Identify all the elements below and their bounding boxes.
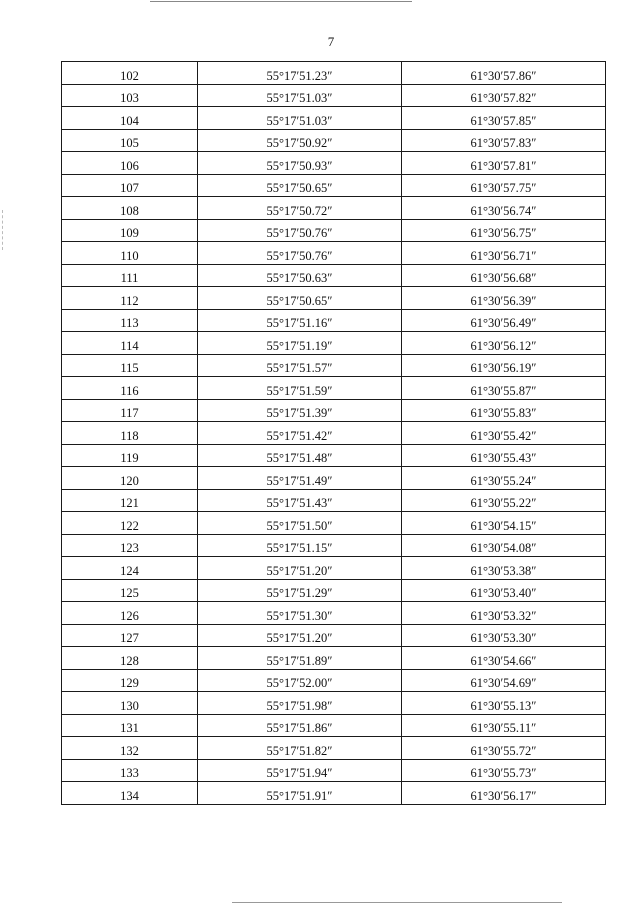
- table-row: [62, 354, 606, 377]
- point-number-cell: 122: [62, 512, 198, 535]
- longitude-cell: 61°30′55.42″: [402, 422, 606, 445]
- point-number-cell: 130: [62, 692, 198, 715]
- longitude-cell: 61°30′53.32″: [402, 602, 606, 625]
- longitude-cell: 61°30′55.73″: [402, 759, 606, 782]
- point-number-cell: 118: [62, 422, 198, 445]
- latitude-cell: 55°17′51.42″: [198, 422, 402, 445]
- longitude-cell: 61°30′53.30″: [402, 624, 606, 647]
- latitude-cell: 55°17′51.98″: [198, 692, 402, 715]
- point-number-cell: 103: [62, 84, 198, 107]
- latitude-cell: 55°17′51.89″: [198, 647, 402, 670]
- latitude-cell: 55°17′52.00″: [198, 669, 402, 692]
- latitude-cell: 55°17′51.43″: [198, 489, 402, 512]
- latitude-cell: 55°17′51.86″: [198, 714, 402, 737]
- longitude-cell: 61°30′57.83″: [402, 129, 606, 152]
- longitude-cell: 61°30′55.87″: [402, 377, 606, 400]
- page-number: 7: [327, 34, 335, 49]
- point-number-cell: 119: [62, 444, 198, 467]
- longitude-cell: 61°30′55.72″: [402, 737, 606, 760]
- table-row: [62, 647, 606, 670]
- longitude-cell: 61°30′57.85″: [402, 107, 606, 130]
- latitude-cell: 55°17′51.94″: [198, 759, 402, 782]
- latitude-cell: 55°17′50.92″: [198, 129, 402, 152]
- point-number-cell: 107: [62, 174, 198, 197]
- longitude-cell: 61°30′57.86″: [402, 62, 606, 85]
- table-row: [62, 264, 606, 287]
- table-row: [62, 107, 606, 130]
- point-number-cell: 116: [62, 377, 198, 400]
- longitude-cell: 61°30′55.24″: [402, 467, 606, 490]
- table-row: [62, 129, 606, 152]
- point-number-cell: 114: [62, 332, 198, 355]
- point-number-cell: 110: [62, 242, 198, 265]
- point-number-cell: 109: [62, 219, 198, 242]
- longitude-cell: 61°30′56.74″: [402, 197, 606, 220]
- table-row: [62, 737, 606, 760]
- coordinates-table: [61, 61, 606, 805]
- longitude-cell: 61°30′56.39″: [402, 287, 606, 310]
- table-row: [62, 399, 606, 422]
- table-row: [62, 377, 606, 400]
- latitude-cell: 55°17′51.82″: [198, 737, 402, 760]
- longitude-cell: 61°30′56.75″: [402, 219, 606, 242]
- point-number-cell: 129: [62, 669, 198, 692]
- latitude-cell: 55°17′51.49″: [198, 467, 402, 490]
- table-row: [62, 62, 606, 85]
- table-row: [62, 534, 606, 557]
- latitude-cell: 55°17′51.48″: [198, 444, 402, 467]
- table-row: [62, 624, 606, 647]
- longitude-cell: 61°30′54.66″: [402, 647, 606, 670]
- table-row: [62, 84, 606, 107]
- longitude-cell: 61°30′56.68″: [402, 264, 606, 287]
- latitude-cell: 55°17′51.19″: [198, 332, 402, 355]
- longitude-cell: 61°30′57.75″: [402, 174, 606, 197]
- longitude-cell: 61°30′56.49″: [402, 309, 606, 332]
- point-number-cell: 121: [62, 489, 198, 512]
- longitude-cell: 61°30′56.19″: [402, 354, 606, 377]
- longitude-cell: 61°30′56.71″: [402, 242, 606, 265]
- coordinates-table-body: [62, 62, 606, 805]
- point-number-cell: 111: [62, 264, 198, 287]
- latitude-cell: 55°17′50.93″: [198, 152, 402, 175]
- latitude-cell: 55°17′51.23″: [198, 62, 402, 85]
- longitude-cell: 61°30′53.40″: [402, 579, 606, 602]
- point-number-cell: 117: [62, 399, 198, 422]
- latitude-cell: 55°17′50.76″: [198, 219, 402, 242]
- latitude-cell: 55°17′50.72″: [198, 197, 402, 220]
- table-row: [62, 242, 606, 265]
- table-row: [62, 714, 606, 737]
- point-number-cell: 108: [62, 197, 198, 220]
- longitude-cell: 61°30′55.11″: [402, 714, 606, 737]
- longitude-cell: 61°30′53.38″: [402, 557, 606, 580]
- latitude-cell: 55°17′51.29″: [198, 579, 402, 602]
- longitude-cell: 61°30′54.08″: [402, 534, 606, 557]
- latitude-cell: 55°17′51.03″: [198, 107, 402, 130]
- point-number-cell: 105: [62, 129, 198, 152]
- table-row: [62, 489, 606, 512]
- latitude-cell: 55°17′51.03″: [198, 84, 402, 107]
- point-number-cell: 123: [62, 534, 198, 557]
- point-number-cell: 115: [62, 354, 198, 377]
- table-row: [62, 444, 606, 467]
- table-row: [62, 759, 606, 782]
- longitude-cell: 61°30′57.81″: [402, 152, 606, 175]
- table-row: [62, 422, 606, 445]
- table-row: [62, 669, 606, 692]
- point-number-cell: 113: [62, 309, 198, 332]
- latitude-cell: 55°17′51.59″: [198, 377, 402, 400]
- latitude-cell: 55°17′51.39″: [198, 399, 402, 422]
- point-number-cell: 124: [62, 557, 198, 580]
- latitude-cell: 55°17′51.91″: [198, 782, 402, 805]
- point-number-cell: 104: [62, 107, 198, 130]
- table-row: [62, 174, 606, 197]
- point-number-cell: 106: [62, 152, 198, 175]
- latitude-cell: 55°17′51.16″: [198, 309, 402, 332]
- table-row: [62, 197, 606, 220]
- longitude-cell: 61°30′54.15″: [402, 512, 606, 535]
- latitude-cell: 55°17′50.65″: [198, 174, 402, 197]
- longitude-cell: 61°30′56.17″: [402, 782, 606, 805]
- point-number-cell: 131: [62, 714, 198, 737]
- longitude-cell: 61°30′55.22″: [402, 489, 606, 512]
- point-number-cell: 128: [62, 647, 198, 670]
- table-row: [62, 467, 606, 490]
- latitude-cell: 55°17′50.76″: [198, 242, 402, 265]
- table-row: [62, 512, 606, 535]
- longitude-cell: 61°30′55.13″: [402, 692, 606, 715]
- longitude-cell: 61°30′55.83″: [402, 399, 606, 422]
- latitude-cell: 55°17′51.30″: [198, 602, 402, 625]
- table-row: [62, 332, 606, 355]
- longitude-cell: 61°30′54.69″: [402, 669, 606, 692]
- point-number-cell: 112: [62, 287, 198, 310]
- latitude-cell: 55°17′51.50″: [198, 512, 402, 535]
- longitude-cell: 61°30′57.82″: [402, 84, 606, 107]
- latitude-cell: 55°17′51.20″: [198, 557, 402, 580]
- top-rule: [150, 1, 412, 2]
- point-number-cell: 134: [62, 782, 198, 805]
- table-row: [62, 309, 606, 332]
- point-number-cell: 126: [62, 602, 198, 625]
- longitude-cell: 61°30′55.43″: [402, 444, 606, 467]
- table-row: [62, 602, 606, 625]
- latitude-cell: 55°17′51.57″: [198, 354, 402, 377]
- table-row: [62, 287, 606, 310]
- point-number-cell: 120: [62, 467, 198, 490]
- bottom-rule: [232, 902, 562, 903]
- latitude-cell: 55°17′50.65″: [198, 287, 402, 310]
- scan-edge-mark: [2, 210, 3, 250]
- point-number-cell: 125: [62, 579, 198, 602]
- point-number-cell: 133: [62, 759, 198, 782]
- table-row: [62, 557, 606, 580]
- point-number-cell: 132: [62, 737, 198, 760]
- table-row: [62, 152, 606, 175]
- table-row: [62, 782, 606, 805]
- point-number-cell: 127: [62, 624, 198, 647]
- table-row: [62, 692, 606, 715]
- latitude-cell: 55°17′50.63″: [198, 264, 402, 287]
- point-number-cell: 102: [62, 62, 198, 85]
- latitude-cell: 55°17′51.15″: [198, 534, 402, 557]
- latitude-cell: 55°17′51.20″: [198, 624, 402, 647]
- table-row: [62, 579, 606, 602]
- longitude-cell: 61°30′56.12″: [402, 332, 606, 355]
- table-row: [62, 219, 606, 242]
